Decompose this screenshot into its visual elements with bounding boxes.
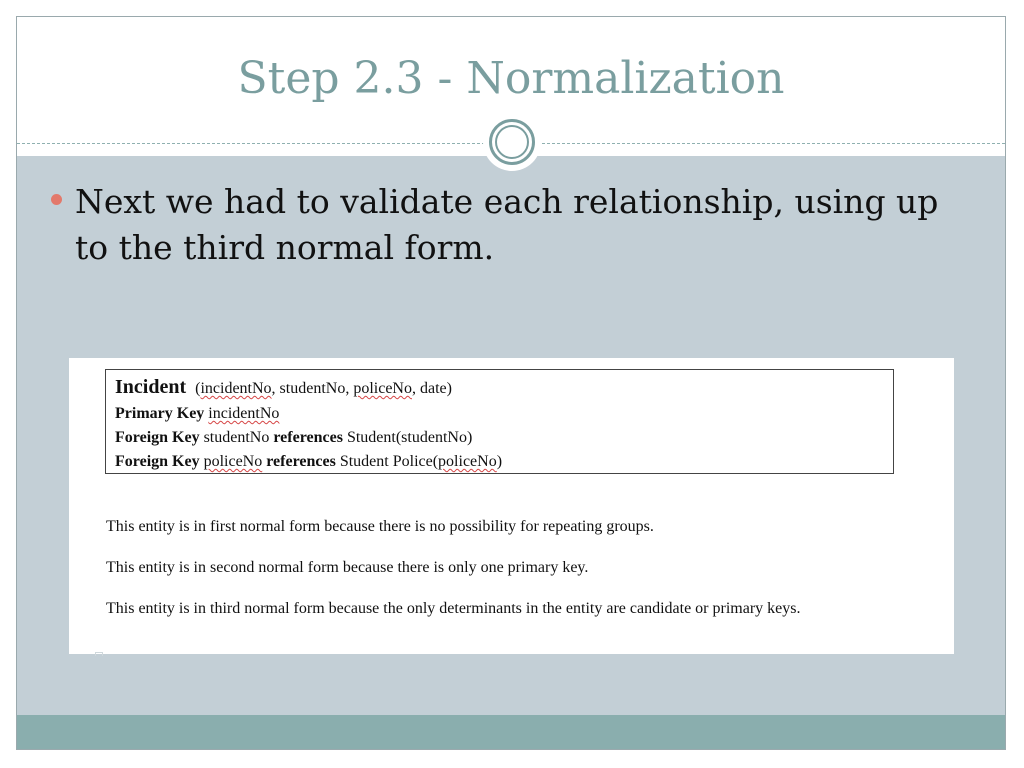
- first-normal-form-text: This entity is in first normal form because there is no possibility for repeating groups.: [106, 518, 654, 535]
- attr-incidentNo: incidentNo: [200, 380, 272, 397]
- slide-title: Step 2.3 - Normalization: [237, 53, 785, 104]
- normalization-figure: [69, 358, 954, 654]
- attr-policeNo: policeNo: [353, 380, 412, 397]
- bullet-text: Next we had to validate each relationship, using up to the third normal form.: [75, 182, 939, 267]
- footer-bar: [17, 715, 1005, 749]
- fk2-ref-label: references: [266, 453, 336, 470]
- fk1-attr: studentNo: [203, 429, 270, 446]
- fk1-ref-label: references: [273, 429, 343, 446]
- entity-header-line: [115, 376, 452, 399]
- fk2-attr: policeNo: [203, 453, 263, 470]
- primary-key-line: [115, 405, 279, 423]
- second-normal-form-text: This entity is in second normal form because there is only one primary key.: [106, 559, 589, 576]
- third-normal-form-text: This entity is in third normal form because the only determinants in the entity are candidate or primary keys.: [106, 600, 801, 617]
- pk-label: Primary Key: [115, 405, 205, 422]
- pk-value: incidentNo: [208, 405, 280, 422]
- fk2-ref-value-b: policeNo: [438, 453, 497, 470]
- fk2-label: Foreign Key: [115, 453, 200, 470]
- figure-anchor-mark: [95, 652, 103, 656]
- fk1-ref-value: Student(studentNo): [346, 429, 473, 446]
- bullet-dot-icon: [51, 194, 62, 205]
- fk2-ref-value-c: ): [496, 453, 503, 470]
- fk1-label: Foreign Key: [115, 429, 200, 446]
- attr-rest: , date): [411, 380, 452, 397]
- attr-open: (: [195, 380, 201, 397]
- entity-definition-box: [105, 369, 894, 474]
- foreign-key-line-2: [115, 453, 502, 471]
- attr-sep: , studentNo,: [271, 380, 354, 397]
- entity-name: Incident: [115, 376, 187, 398]
- foreign-key-line-1: [115, 429, 472, 447]
- fk2-ref-value-a: Student Police(: [339, 453, 439, 470]
- divider-circle-inner-icon: [495, 125, 529, 159]
- slide: [16, 16, 1006, 750]
